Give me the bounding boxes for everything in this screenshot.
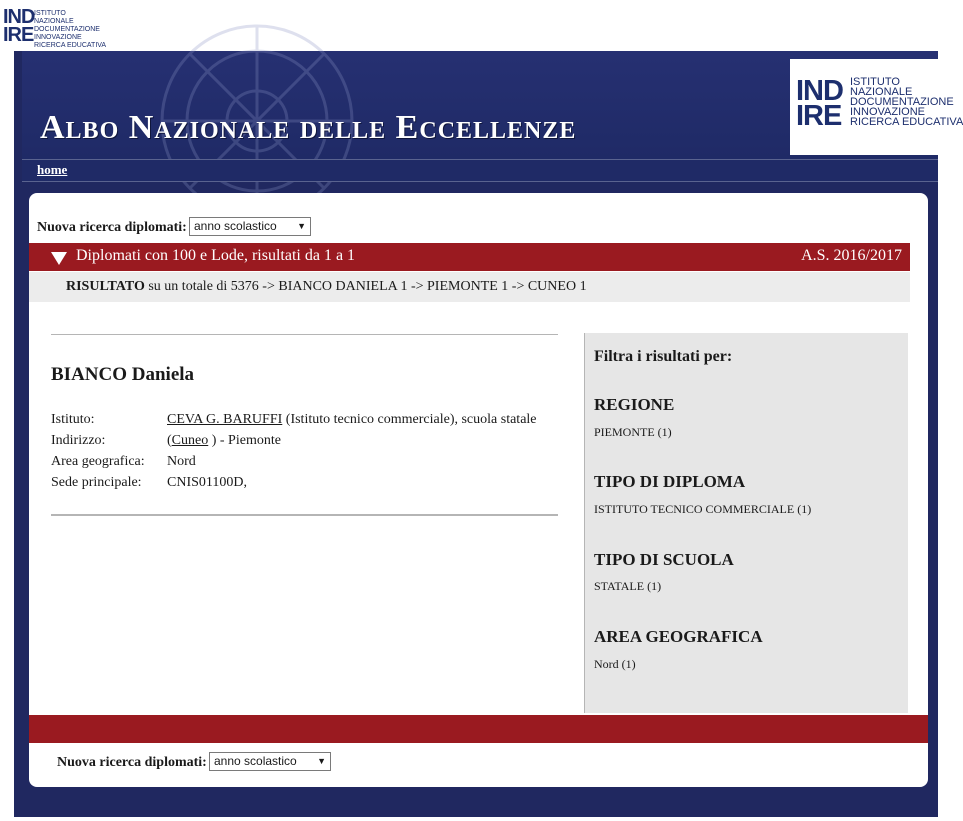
filter-title-tipo-diploma: TIPO DI DIPLOMA [594, 472, 746, 491]
logo-text: ISTITUTO NAZIONALE DOCUMENTAZIONE INNOVAZIONE RICERCA EDUCATIVA [34, 10, 107, 49]
filter-item-piemonte[interactable]: PIEMONTE (1) [594, 425, 672, 439]
search-select-bottom[interactable]: anno scolastico ▼ [209, 752, 331, 771]
filter-title-tipo-scuola: TIPO DI SCUOLA [594, 550, 734, 569]
filter-title-area-geografica: AREA GEOGRAFICA [594, 627, 763, 646]
header-banner [22, 51, 963, 159]
divider-bottom [51, 514, 558, 516]
filter-item-istituto-tecnico[interactable]: ISTITUTO TECNICO COMMERCIALE (1) [594, 502, 812, 516]
results-title: Diplomati con 100 e Lode, risultati da 1 a 1 [76, 247, 356, 264]
home-link[interactable]: home [37, 162, 68, 177]
school-year: A.S. 2016/2017 [801, 247, 902, 264]
collapse-triangle-icon[interactable] [51, 252, 67, 265]
filter-item-statale[interactable]: STATALE (1) [594, 579, 662, 593]
results-header [29, 243, 910, 271]
search-label-bottom: Nuova ricerca diplomati: [57, 755, 207, 770]
filter-heading: Filtra i risultati per: [594, 348, 733, 365]
cuneo-link[interactable]: Cuneo [171, 433, 209, 448]
indire-logo-small [3, 8, 133, 52]
breadcrumb-text: su un totale di 5376 -> BIANCO DANIELA 1 -> PIEMONTE 1 -> CUNEO 1 [148, 279, 587, 294]
student-name: BIANCO Daniela [51, 364, 195, 385]
search-select-top[interactable]: anno scolastico ▼ [189, 217, 311, 236]
filter-title-regione: REGIONE [594, 395, 675, 414]
divider-top [51, 334, 558, 335]
breadcrumb [29, 272, 910, 302]
filter-panel [584, 333, 908, 713]
page-title: Albo Nazionale delle Eccellenze [40, 109, 577, 146]
dropdown-arrow-icon: ▼ [297, 221, 306, 231]
search-label: Nuova ricerca diplomati: [37, 220, 187, 235]
dropdown-arrow-icon: ▼ [317, 756, 326, 766]
indire-logo: IND IRE ISTITUTO NAZIONALE DOCUMENTAZIONE INNOVAZIONE RICERCA EDUCATIVA [790, 59, 938, 155]
nav-bar [22, 159, 938, 182]
logo-letters: IND IRE [3, 6, 35, 46]
results-footer-bar [29, 715, 928, 743]
filter-item-nord[interactable]: Nord (1) [594, 657, 636, 671]
breadcrumb-label: RISULTATO [66, 279, 145, 294]
istituto-link[interactable]: CEVA G. BARUFFI [167, 412, 283, 427]
